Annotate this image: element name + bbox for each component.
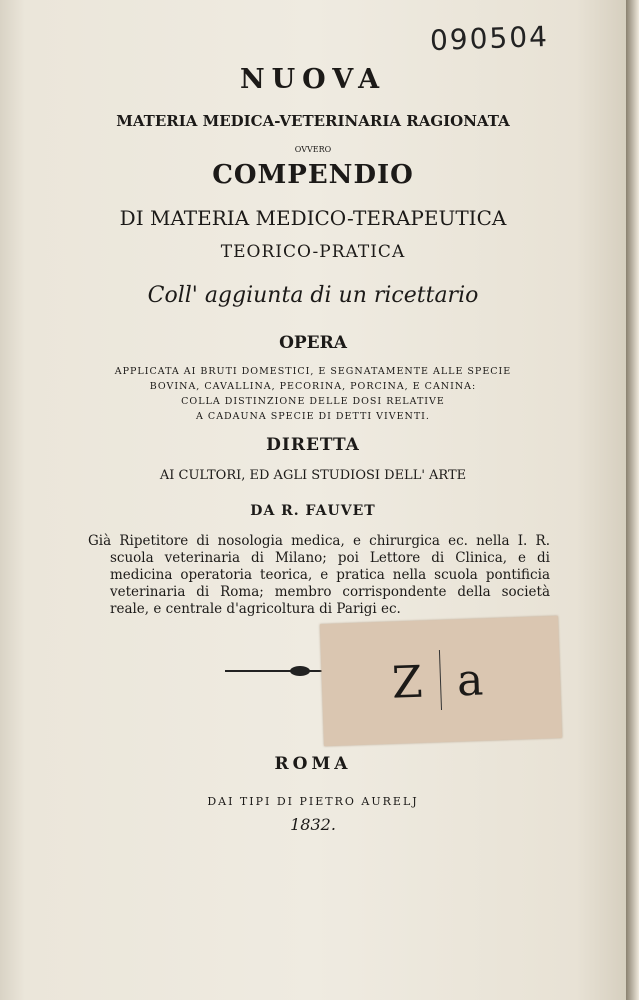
diretta: DIRETTA — [266, 435, 360, 455]
title: NUOVA — [239, 64, 387, 95]
subtitle: MATERIA MEDICA-VETERINARIA RAGIONATA — [116, 112, 510, 130]
shelf-label-left: Z — [391, 656, 424, 709]
compendio: COMPENDIO — [212, 160, 414, 190]
applicata-line-4: A CADAUNA SPECIE DI DETTI VIVENTI. — [196, 411, 430, 422]
shelf-label-right: a — [456, 654, 485, 707]
page-edge — [626, 0, 639, 1000]
author-bio-text: Già Ripetitore di nosologia medica, e chirurgica ec. nella I. R. scuola veterinaria di Milano; poi Lettore di Clinica, e di medicina operatoria teorica, e pratica nella scuola pontificia veterinaria di Roma; membro corrispondente della società reale, e centrale d'agricoltura di Parigi ec. — [88, 533, 550, 617]
applicata-line-3: COLLA DISTINZIONE DELLE DOSI RELATIVE — [181, 396, 445, 407]
aggiunta-line: Coll' aggiunta di un ricettario — [147, 283, 479, 308]
shelf-label-divider — [439, 650, 442, 710]
applicata-line-2: BOVINA, CAVALLINA, PECORINA, PORCINA, E CANINA: — [149, 381, 477, 392]
materia-line: DI MATERIA MEDICO-TERAPEUTICA — [119, 206, 507, 230]
year: 1832. — [290, 815, 336, 834]
author: DA R. FAUVET — [250, 503, 376, 519]
applicata-line-1: APPLICATA AI BRUTI DOMESTICI, E SEGNATAMENTE ALLE SPECIE — [114, 366, 512, 377]
inventory-number: 090504 — [429, 19, 550, 58]
opera: OPERA — [279, 333, 347, 353]
printer: DAI TIPI DI PIETRO AURELJ — [207, 795, 419, 808]
cultori-line: AI CULTORI, ED AGLI STUDIOSI DELL' ARTE — [159, 468, 467, 483]
teorico-line: TEORICO-PRATICA — [220, 242, 406, 262]
shelf-label — [320, 616, 562, 746]
author-bio — [88, 533, 550, 618]
ovvero: OVVERO — [294, 145, 332, 154]
city: ROMA — [274, 754, 352, 774]
